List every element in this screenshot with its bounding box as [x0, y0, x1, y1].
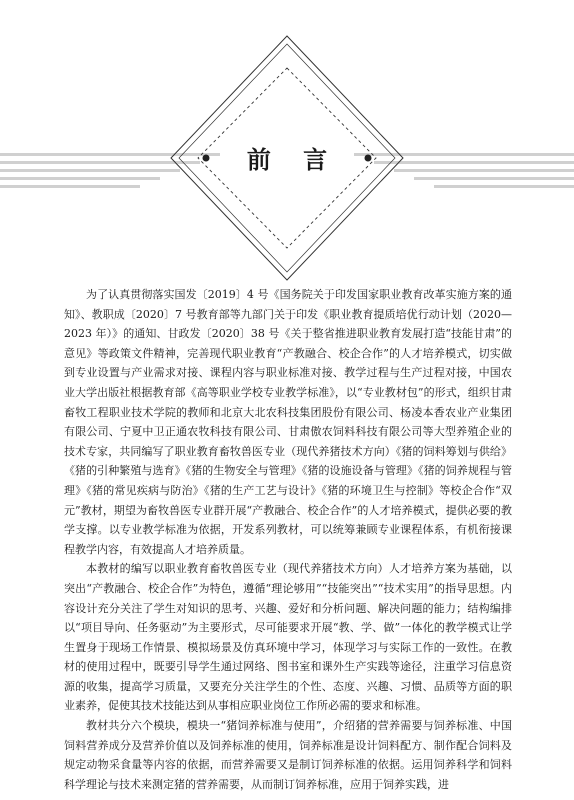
paragraph: 为了认真贯彻落实国发〔2019〕4 号《国务院关于印发国家职业教育改革实施方案的通知》、教职成〔2020〕7 号教育部等九部门关于印发《职业教育提质培优行动计划（2020—2023 年）》的通知、甘政发〔2020〕38 号《关于整省推进职业教育发展打造“技能甘肃”的意见》等政策文件精神，完善现代职业教育“产教融合、校企合作”的人才培养模式，切实做到专业设置与产业需求对接、课程内容与职业标准对接、教学过程与生产过程对接，中国农业大学出版社根据教育部《高等职业学校专业教学标准》，以“专业教材包”的形式，组织甘肃畜牧工程职业技术学院的教师和北京大北农科技集团股份有限公司、杨凌本香农业产业集团有限公司、宁夏中卫正通农牧科技有限公司、甘肃傲农饲料科技有限公司等大型养殖企业的技术专家，共同编写了职业教育畜牧兽医专业（现代养猪技术方向）《猪的饲料筹划与供给》《猪的引种繁殖与选育》《猪的生物安全与管理》《猪的设施设备与管理》《猪的饲养规程与管理》《猪的常见疾病与防治》《猪的生产工艺与设计》《猪的环境卫生与控制》等校企合作“双元”教材，期望为畜牧兽医专业群开展“产教融合、校企合作”的人才培养模式，提供必要的教学支撑。以专业教学标准为依据，开发系列教材，可以统筹兼顾专业课程体系，有机衔接课程教学内容，有效提高人才培养质量。	[64, 288, 512, 556]
title-ornament	[0, 0, 574, 300]
page-title: 前 言	[246, 146, 340, 174]
paragraph: 本教材的编写以职业教育畜牧兽医专业（现代养猪技术方向）人才培养方案为基础，以突出“产教融合、校企合作”为特色，遵循“理论够用”“技能突出”“技术实用”的指导思想。内容设计充分关注了学生对知识的思考、兴趣、爱好和分析问题、解决问题的能力；结构编排以“项目导向、任务驱动”为主要形式，尽可能要求开展“教、学、做”一体化的教学模式让学生置身于现场工作情景、模拟场景及仿真环境中学习，体现学习与实际工作的一致性。在教材的使用过程中，既要引导学生通过网络、图书室和课外生产实践等途径，注重学习信息资源的收集，提高学习质量，又要充分关注学生的个性、态度、兴趣、习惯、品质等方面的职业素养，促使其技术技能达到从事相应职业岗位工作所必需的要求和标准。	[64, 562, 512, 713]
preface-body	[64, 285, 512, 794]
paragraph: 教材共分六个模块，模块一“猪饲养标准与使用”，介绍猪的营养需要与饲养标准、中国饲料营养成分及营养价值以及饲养标准的使用，饲养标准是设计饲料配方、制作配合饲料及规定动物采食量等内容的依据，而营养需要又是制订饲养标准的依据。运用饲养科学和饲料科学理论与技术来测定猪的营养需要，从而制订饲养标准，应用于饲养实践，进	[64, 719, 512, 791]
